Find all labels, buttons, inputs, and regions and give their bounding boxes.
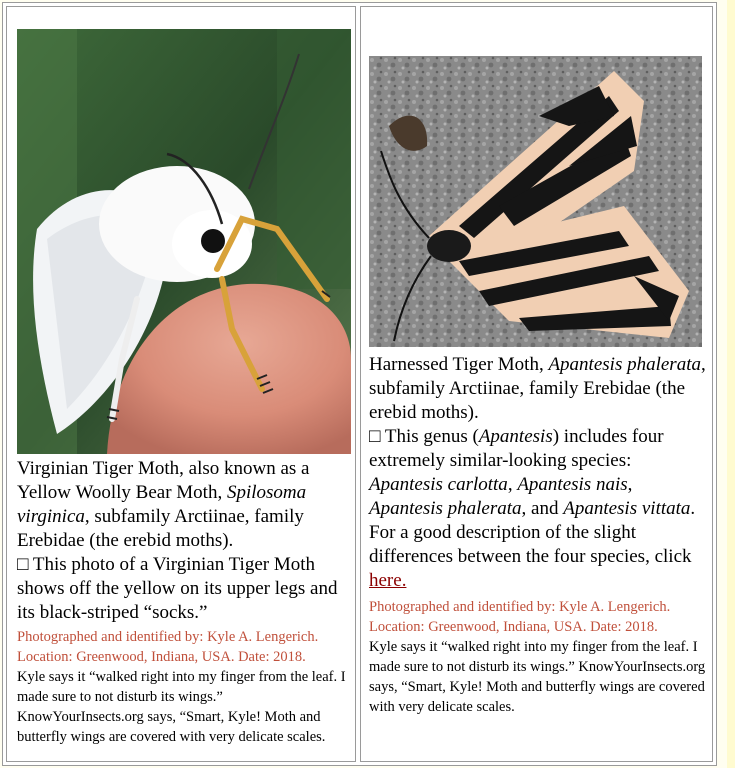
right-cell — [360, 6, 713, 762]
species-nais: Apantesis nais — [517, 474, 628, 495]
page-edge-strip — [727, 0, 735, 768]
right-credit: Photographed and identified by: Kyle A. Lengerich. Location: Greenwood, Indiana, USA. Date: 2018. — [369, 599, 671, 635]
left-cell — [6, 6, 356, 762]
left-title-rest: , subfamily Arctiinae, family Erebidae (the erebid moths). — [17, 506, 304, 551]
species-phalerata: Apantesis phalerata — [369, 498, 522, 519]
right-species-name: Apantesis phalerata — [548, 354, 701, 375]
left-credit-block — [17, 627, 353, 747]
right-quote: Kyle says it “walked right into my finger from the leaf. I made sure to not disturb its wings.” KnowYourInsects.org says, “Smart, Kyle! Moth and butterfly wings are covered with very delicate scales. — [369, 639, 706, 715]
left-quote: Kyle says it “walked right into my finger from the leaf. I made sure to not disturb its wings.” KnowYourInsects.org says, “Smart, Kyle! Moth and butterfly wings are covered with very delicate scales. — [17, 669, 346, 745]
right-note-mid: ) includes four extremely similar-looking species: — [369, 426, 664, 471]
right-note-end: . For a good description of the slight differences between the four species, click — [369, 498, 696, 567]
right-title-rest: , subfamily Arctiinae, family Erebidae (the erebid moths). — [369, 354, 706, 423]
left-species-name: Spilosoma virginica — [17, 482, 307, 527]
species-vittata: Apantesis vittata — [563, 498, 691, 519]
left-title-text: Virginian Tiger Moth, also known as a Yellow Woolly Bear Moth, — [17, 458, 310, 503]
species-separator: , — [507, 474, 518, 495]
species-separator: , and — [521, 498, 564, 519]
photo-table — [2, 2, 717, 766]
left-caption — [17, 457, 353, 625]
right-caption — [369, 353, 709, 593]
right-credit-block — [369, 597, 709, 717]
right-note-start: □ This genus ( — [369, 426, 479, 447]
left-note: □ This photo of a Virginian Tiger Moth shows off the yellow on its upper legs and its black-striped “socks.” — [17, 554, 338, 623]
right-genus-name: Apantesis — [478, 426, 553, 447]
virginian-tiger-moth-photo — [17, 29, 351, 454]
species-separator: , — [627, 474, 633, 495]
harnessed-tiger-moth-photo — [369, 56, 702, 347]
left-credit: Photographed and identified by: Kyle A. Lengerich. Location: Greenwood, Indiana, USA. Date: 2018. — [17, 629, 319, 665]
right-title-text: Harnessed Tiger Moth, — [369, 354, 549, 375]
species-carlotta: Apantesis carlotta — [369, 474, 508, 495]
here-link[interactable]: here. — [369, 570, 407, 591]
